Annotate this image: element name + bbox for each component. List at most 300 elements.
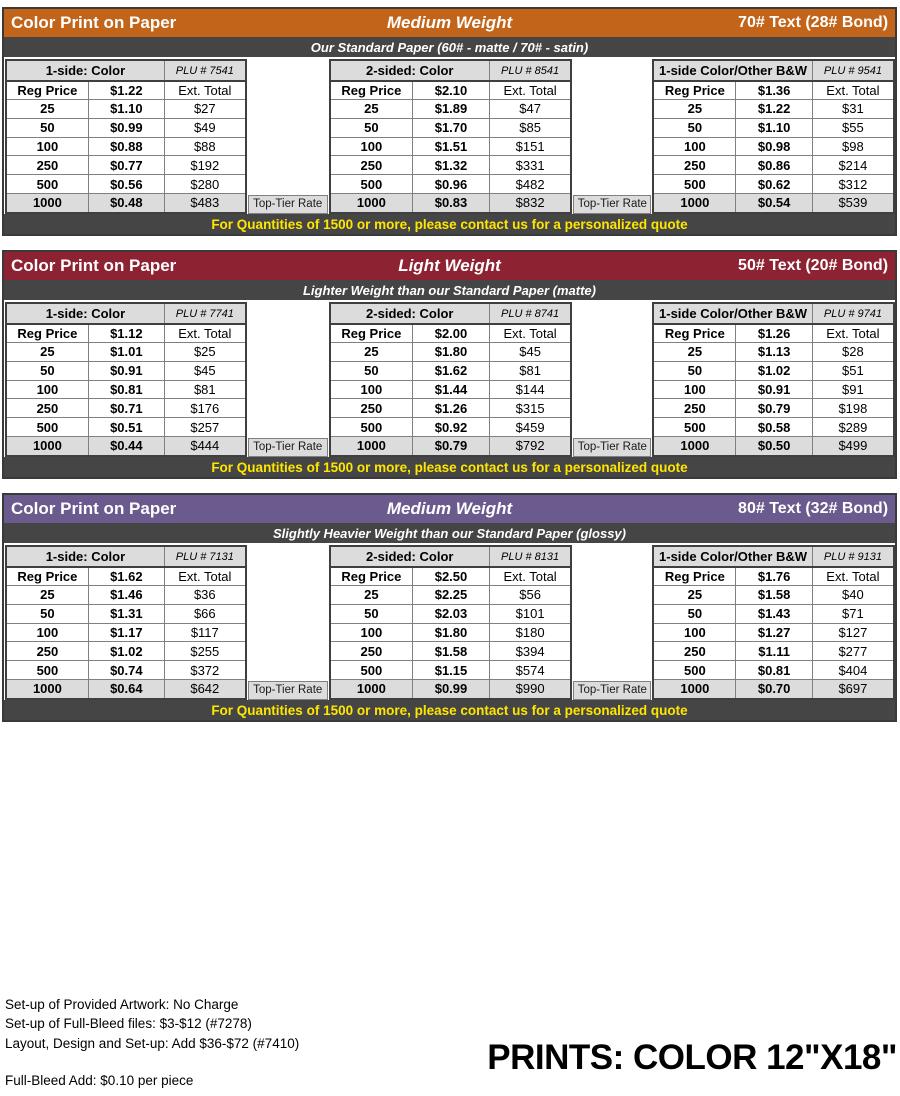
plu-number: PLU # 7541 [164, 61, 245, 80]
table-header-row [654, 547, 893, 566]
qty-cell: 500 [36, 662, 59, 678]
price-table [5, 302, 247, 457]
ext-total-cell: $49 [164, 119, 245, 137]
unit-price-cell: $1.01 [88, 343, 164, 361]
price-row [654, 380, 893, 399]
qty-cell: 1000 [32, 438, 62, 454]
price-row [654, 679, 893, 698]
unit-price-cell: $0.50 [735, 437, 811, 455]
ext-total-cell: $315 [489, 399, 571, 417]
qty-cell: 1000 [32, 195, 62, 211]
price-row [7, 679, 245, 698]
qty-cell: 250 [360, 643, 383, 659]
ext-total-cell: $180 [489, 624, 571, 642]
reg-price-value: $1.36 [735, 82, 811, 99]
ext-total-cell: $45 [164, 362, 245, 380]
unit-price-cell: $1.32 [412, 156, 489, 174]
plu-number: PLU # 9741 [812, 304, 893, 323]
price-row [7, 193, 245, 212]
price-table [5, 59, 247, 214]
ext-total-cell: $91 [812, 381, 893, 399]
qty-cell: 25 [687, 101, 703, 117]
price-row [331, 99, 571, 118]
qty-cell: 100 [36, 138, 59, 154]
ext-total-cell: $51 [812, 362, 893, 380]
plu-number: PLU # 8131 [489, 547, 571, 566]
unit-price-cell: $2.25 [412, 586, 489, 604]
plu-number: PLU # 8741 [489, 304, 571, 323]
reg-price-row [331, 566, 571, 585]
ext-total-cell: $101 [489, 605, 571, 623]
unit-price-cell: $0.62 [735, 175, 811, 193]
reg-price-row [7, 80, 245, 99]
ext-total-cell: $444 [164, 437, 245, 455]
unit-price-cell: $0.79 [735, 399, 811, 417]
unit-price-cell: $0.54 [735, 194, 811, 212]
unit-price-cell: $1.27 [735, 624, 811, 642]
qty-cell: 1000 [356, 195, 386, 211]
ext-total-label: Ext. Total [489, 568, 571, 585]
table-header-row [654, 304, 893, 323]
qty-cell: 50 [364, 606, 379, 622]
qty-cell: 50 [687, 120, 703, 136]
ext-total-cell: $117 [164, 624, 245, 642]
reg-price-label: Reg Price [17, 326, 78, 341]
ext-total-label: Ext. Total [489, 325, 571, 342]
price-row [654, 436, 893, 455]
price-table [652, 545, 895, 700]
unit-price-cell: $1.62 [412, 362, 489, 380]
unit-price-cell: $2.03 [412, 605, 489, 623]
qty-cell: 25 [364, 344, 379, 360]
table-name-header: 1-side: Color [45, 549, 126, 564]
section-weight-label: Medium Weight [386, 13, 513, 32]
qty-cell: 1000 [356, 438, 386, 454]
ext-total-cell: $277 [812, 642, 893, 660]
ext-total-label: Ext. Total [164, 568, 245, 585]
ext-total-cell: $40 [812, 586, 893, 604]
price-row [7, 99, 245, 118]
price-row [654, 417, 893, 436]
qty-cell: 250 [684, 157, 706, 173]
unit-price-cell: $0.44 [88, 437, 164, 455]
qty-cell: 25 [40, 344, 55, 360]
unit-price-cell: $0.83 [412, 194, 489, 212]
unit-price-cell: $0.99 [412, 680, 489, 698]
section-weight-label: Medium Weight [386, 499, 513, 518]
top-tier-rate-label: Top-Tier Rate [248, 195, 328, 214]
qty-cell: 50 [687, 363, 703, 379]
unit-price-cell: $1.26 [412, 399, 489, 417]
ext-total-cell: $459 [489, 418, 571, 436]
ext-total-cell: $81 [489, 362, 571, 380]
reg-price-value: $2.10 [412, 82, 489, 99]
ext-total-cell: $289 [812, 418, 893, 436]
price-row [654, 604, 893, 623]
price-table [329, 302, 573, 457]
ext-total-cell: $642 [164, 680, 245, 698]
table-name-header: 2-sided: Color [366, 549, 454, 564]
ext-total-cell: $499 [812, 437, 893, 455]
unit-price-cell: $1.22 [735, 100, 811, 118]
price-table [652, 302, 895, 457]
unit-price-cell: $0.98 [735, 138, 811, 156]
price-row [7, 342, 245, 361]
price-row [331, 137, 571, 156]
ext-total-cell: $45 [489, 343, 571, 361]
qty-cell: 250 [36, 643, 59, 659]
ext-total-cell: $81 [164, 381, 245, 399]
reg-price-row [331, 323, 571, 342]
price-row [7, 380, 245, 399]
qty-cell: 250 [684, 400, 706, 416]
reg-price-value: $1.26 [735, 325, 811, 342]
price-row [331, 641, 571, 660]
qty-cell: 50 [40, 606, 55, 622]
qty-cell: 25 [687, 344, 703, 360]
reg-price-row [654, 323, 893, 342]
ext-total-label: Ext. Total [164, 325, 245, 342]
price-row [331, 585, 571, 604]
table-header-row [7, 61, 245, 80]
qty-cell: 500 [684, 662, 706, 678]
plu-number: PLU # 9541 [812, 61, 893, 80]
table-header-row [331, 61, 571, 80]
section-title: Color Print on Paper [11, 256, 177, 275]
section-body [4, 300, 895, 457]
qty-cell: 250 [360, 400, 383, 416]
qty-cell: 100 [360, 624, 383, 640]
price-row [331, 679, 571, 698]
ext-total-cell: $151 [489, 138, 571, 156]
unit-price-cell: $0.96 [412, 175, 489, 193]
table-name-header: 1-side: Color [45, 306, 126, 321]
price-row [7, 585, 245, 604]
section-subtitle: Slightly Heavier Weight than our Standard Paper (glossy) [4, 523, 895, 543]
ext-total-cell: $47 [489, 100, 571, 118]
sheet-title: PRINTS: COLOR 12"X18" [487, 1038, 897, 1077]
unit-price-cell: $0.92 [412, 418, 489, 436]
unit-price-cell: $1.58 [735, 586, 811, 604]
qty-cell: 50 [364, 120, 379, 136]
qty-cell: 250 [36, 157, 59, 173]
qty-cell: 500 [360, 419, 383, 435]
price-row [654, 623, 893, 642]
table-header-row [331, 304, 571, 323]
ext-total-cell: $483 [164, 194, 245, 212]
price-row [7, 398, 245, 417]
plu-number: PLU # 7131 [164, 547, 245, 566]
unit-price-cell: $1.89 [412, 100, 489, 118]
price-row [331, 660, 571, 679]
unit-price-cell: $0.88 [88, 138, 164, 156]
reg-price-row [654, 80, 893, 99]
qty-cell: 100 [684, 381, 706, 397]
qty-cell: 1000 [356, 681, 386, 697]
price-row [654, 174, 893, 193]
price-row [654, 193, 893, 212]
ext-total-cell: $56 [489, 586, 571, 604]
ext-total-cell: $176 [164, 399, 245, 417]
unit-price-cell: $1.15 [412, 661, 489, 679]
top-tier-rate-label: Top-Tier Rate [248, 438, 328, 457]
ext-total-cell: $257 [164, 418, 245, 436]
ext-total-cell: $372 [164, 661, 245, 679]
section-header-band [4, 9, 895, 37]
price-row [7, 155, 245, 174]
qty-cell: 50 [687, 606, 703, 622]
qty-cell: 25 [40, 101, 55, 117]
unit-price-cell: $0.91 [88, 362, 164, 380]
qty-cell: 1000 [680, 681, 710, 697]
price-row [7, 623, 245, 642]
qty-cell: 25 [364, 101, 379, 117]
price-row [7, 641, 245, 660]
table-gap-column [247, 59, 329, 214]
qty-cell: 500 [684, 176, 706, 192]
reg-price-label: Reg Price [17, 569, 78, 584]
setup-note: Set-up of Provided Artwork: No Charge [5, 997, 239, 1012]
unit-price-cell: $1.02 [88, 642, 164, 660]
reg-price-row [654, 566, 893, 585]
unit-price-cell: $1.31 [88, 605, 164, 623]
unit-price-cell: $1.46 [88, 586, 164, 604]
ext-total-cell: $539 [812, 194, 893, 212]
unit-price-cell: $0.71 [88, 399, 164, 417]
ext-total-cell: $25 [164, 343, 245, 361]
section-body [4, 57, 895, 214]
section-subtitle: Lighter Weight than our Standard Paper (matte) [4, 280, 895, 300]
top-tier-rate-label: Top-Tier Rate [573, 195, 651, 214]
unit-price-cell: $1.10 [88, 100, 164, 118]
unit-price-cell: $1.70 [412, 119, 489, 137]
qty-cell: 100 [360, 381, 383, 397]
reg-price-value: $2.50 [412, 568, 489, 585]
price-row [331, 436, 571, 455]
plu-number: PLU # 7741 [164, 304, 245, 323]
price-row [331, 342, 571, 361]
price-row [654, 118, 893, 137]
price-table [329, 545, 573, 700]
unit-price-cell: $0.86 [735, 156, 811, 174]
table-gap-column [572, 302, 652, 457]
table-name-header: 2-sided: Color [366, 63, 454, 78]
section-header-band [4, 495, 895, 523]
qty-cell: 500 [360, 662, 383, 678]
ext-total-cell: $88 [164, 138, 245, 156]
reg-price-row [331, 80, 571, 99]
price-row [7, 417, 245, 436]
price-row [331, 417, 571, 436]
qty-cell: 50 [364, 363, 379, 379]
price-table [652, 59, 895, 214]
qty-cell: 250 [360, 157, 383, 173]
price-row [654, 660, 893, 679]
unit-price-cell: $0.81 [88, 381, 164, 399]
unit-price-cell: $1.02 [735, 362, 811, 380]
price-row [331, 398, 571, 417]
price-row [331, 155, 571, 174]
qty-cell: 50 [40, 363, 55, 379]
reg-price-label: Reg Price [664, 83, 725, 98]
qty-cell: 500 [360, 176, 383, 192]
table-header-row [7, 304, 245, 323]
qty-cell: 1000 [32, 681, 62, 697]
price-row [7, 118, 245, 137]
ext-total-cell: $404 [812, 661, 893, 679]
unit-price-cell: $0.48 [88, 194, 164, 212]
unit-price-cell: $0.64 [88, 680, 164, 698]
setup-note: Layout, Design and Set-up: Add $36-$72 (#7410) [5, 1035, 300, 1051]
ext-total-cell: $990 [489, 680, 571, 698]
qty-cell: 100 [36, 624, 59, 640]
qty-cell: 100 [360, 138, 383, 154]
price-table [329, 59, 573, 214]
price-row [331, 174, 571, 193]
table-header-row [654, 61, 893, 80]
bulk-quote-note: For Quantities of 1500 or more, please contact us for a personalized quote [4, 700, 895, 720]
unit-price-cell: $1.17 [88, 624, 164, 642]
pricing-section [2, 7, 897, 236]
unit-price-cell: $1.51 [412, 138, 489, 156]
reg-price-value: $2.00 [412, 325, 489, 342]
section-title: Color Print on Paper [11, 499, 177, 518]
reg-price-value: $1.12 [88, 325, 164, 342]
qty-cell: 1000 [680, 195, 710, 211]
unit-price-cell: $0.99 [88, 119, 164, 137]
price-row [331, 193, 571, 212]
table-gap-column [247, 302, 329, 457]
reg-price-value: $1.76 [735, 568, 811, 585]
section-title: Color Print on Paper [11, 13, 177, 32]
ext-total-cell: $394 [489, 642, 571, 660]
unit-price-cell: $1.80 [412, 343, 489, 361]
price-row [654, 99, 893, 118]
qty-cell: 25 [687, 587, 703, 603]
section-body [4, 543, 895, 700]
reg-price-label: Reg Price [664, 569, 725, 584]
ext-total-cell: $832 [489, 194, 571, 212]
ext-total-label: Ext. Total [164, 82, 245, 99]
reg-price-row [7, 566, 245, 585]
price-row [7, 604, 245, 623]
table-name-header: 1-side Color/Other B&W [659, 63, 808, 78]
reg-price-label: Reg Price [664, 326, 725, 341]
table-name-header: 1-side Color/Other B&W [659, 306, 808, 321]
qty-cell: 500 [36, 176, 59, 192]
ext-total-cell: $574 [489, 661, 571, 679]
top-tier-rate-label: Top-Tier Rate [573, 681, 651, 700]
reg-price-label: Reg Price [341, 326, 402, 341]
setup-notes [5, 995, 299, 1090]
top-tier-rate-label: Top-Tier Rate [573, 438, 651, 457]
qty-cell: 500 [36, 419, 59, 435]
section-stock-label: 50# Text (20# Bond) [738, 257, 889, 274]
plu-number: PLU # 8541 [489, 61, 571, 80]
ext-total-cell: $31 [812, 100, 893, 118]
ext-total-cell: $27 [164, 100, 245, 118]
table-name-header: 2-sided: Color [366, 306, 454, 321]
unit-price-cell: $0.70 [735, 680, 811, 698]
ext-total-cell: $214 [812, 156, 893, 174]
price-row [654, 137, 893, 156]
unit-price-cell: $1.80 [412, 624, 489, 642]
price-row [654, 342, 893, 361]
reg-price-label: Reg Price [341, 569, 402, 584]
pricing-section [2, 250, 897, 479]
qty-cell: 100 [36, 381, 59, 397]
unit-price-cell: $0.58 [735, 418, 811, 436]
top-tier-rate-label: Top-Tier Rate [248, 681, 328, 700]
price-row [7, 137, 245, 156]
reg-price-label: Reg Price [341, 83, 402, 98]
qty-cell: 50 [40, 120, 55, 136]
bulk-quote-note: For Quantities of 1500 or more, please contact us for a personalized quote [4, 214, 895, 234]
ext-total-cell: $55 [812, 119, 893, 137]
plu-number: PLU # 9131 [812, 547, 893, 566]
unit-price-cell: $1.44 [412, 381, 489, 399]
qty-cell: 100 [684, 624, 706, 640]
ext-total-cell: $71 [812, 605, 893, 623]
ext-total-cell: $85 [489, 119, 571, 137]
section-stock-label: 70# Text (28# Bond) [738, 14, 889, 31]
table-header-row [7, 547, 245, 566]
ext-total-cell: $66 [164, 605, 245, 623]
unit-price-cell: $1.10 [735, 119, 811, 137]
reg-price-label: Reg Price [17, 83, 78, 98]
unit-price-cell: $0.51 [88, 418, 164, 436]
setup-note: Set-up of Full-Bleed files: $3-$12 (#7278) [5, 1016, 252, 1032]
price-row [654, 585, 893, 604]
unit-price-cell: $0.79 [412, 437, 489, 455]
table-gap-column [247, 545, 329, 700]
price-row [331, 361, 571, 380]
unit-price-cell: $0.91 [735, 381, 811, 399]
unit-price-cell: $1.43 [735, 605, 811, 623]
unit-price-cell: $1.13 [735, 343, 811, 361]
unit-price-cell: $0.77 [88, 156, 164, 174]
price-row [331, 604, 571, 623]
ext-total-cell: $792 [489, 437, 571, 455]
qty-cell: 25 [40, 587, 55, 603]
qty-cell: 100 [684, 138, 706, 154]
price-row [7, 660, 245, 679]
section-header-band [4, 252, 895, 280]
ext-total-label: Ext. Total [489, 82, 571, 99]
ext-total-cell: $198 [812, 399, 893, 417]
ext-total-cell: $280 [164, 175, 245, 193]
price-row [654, 361, 893, 380]
price-row [654, 641, 893, 660]
ext-total-cell: $312 [812, 175, 893, 193]
ext-total-cell: $127 [812, 624, 893, 642]
ext-total-cell: $144 [489, 381, 571, 399]
ext-total-cell: $36 [164, 586, 245, 604]
ext-total-label: Ext. Total [812, 82, 893, 99]
table-name-header: 1-side Color/Other B&W [659, 549, 808, 564]
qty-cell: 25 [364, 587, 379, 603]
ext-total-label: Ext. Total [812, 568, 893, 585]
qty-cell: 500 [684, 419, 706, 435]
table-header-row [331, 547, 571, 566]
reg-price-row [7, 323, 245, 342]
ext-total-cell: $98 [812, 138, 893, 156]
table-name-header: 1-side: Color [45, 63, 126, 78]
table-gap-column [572, 59, 652, 214]
ext-total-cell: $697 [812, 680, 893, 698]
price-row [331, 380, 571, 399]
ext-total-cell: $331 [489, 156, 571, 174]
